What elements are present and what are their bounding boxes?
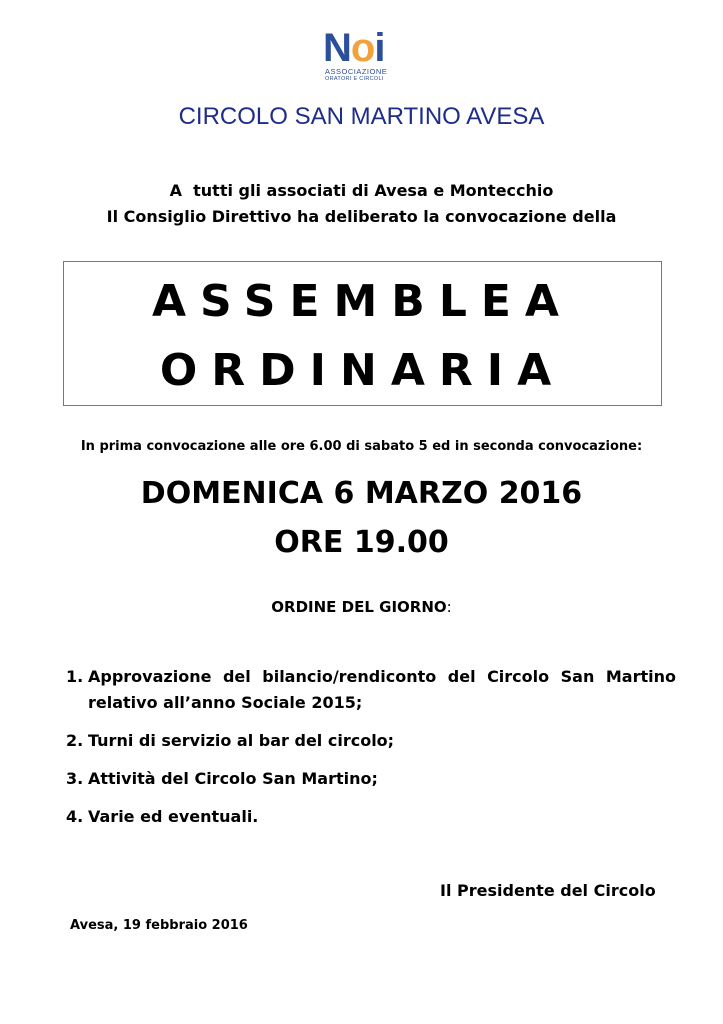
logo-line2: ORATORI E CIRCOLI (325, 76, 384, 82)
organization-name: CIRCOLO SAN MARTINO AVESA (178, 103, 545, 130)
agenda-item: 2. Turni di servizio al bar del circolo; (66, 731, 395, 750)
agenda-heading: ORDINE DEL GIORNO: (271, 598, 452, 616)
meeting-date: DOMENICA 6 MARZO 2016 (140, 476, 583, 511)
first-call-text: In prima convocazione alle ore 6.00 di sabato 5 ed in seconda convocazione: (80, 439, 643, 454)
logo-wordmark: Noi (323, 26, 385, 70)
agenda-item: 1. Approvazione del bilancio/rendiconto del Circolo San Martino relativo all’anno Sociale 2015; (66, 667, 676, 712)
logo-line1: ASSOCIAZIONE (325, 67, 388, 76)
noi-logo (323, 28, 403, 84)
agenda-list (66, 664, 676, 842)
title-line-1: ASSEMBLEA (152, 276, 573, 327)
agenda-item: 3. Attività del Circolo San Martino; (66, 769, 378, 788)
agenda-item: 4. Varie ed eventuali. (66, 807, 259, 826)
place-date: Avesa, 19 febbraio 2016 (70, 918, 248, 933)
signature-line: Il Presidente del Circolo (440, 881, 656, 900)
meeting-time: ORE 19.00 (274, 525, 449, 560)
intro-line-2: Il Consiglio Direttivo ha deliberato la convocazione della (106, 207, 617, 226)
title-line-2: ORDINARIA (159, 345, 566, 396)
intro-line-1: A tutti gli associati di Avesa e Montecchio (169, 181, 554, 200)
